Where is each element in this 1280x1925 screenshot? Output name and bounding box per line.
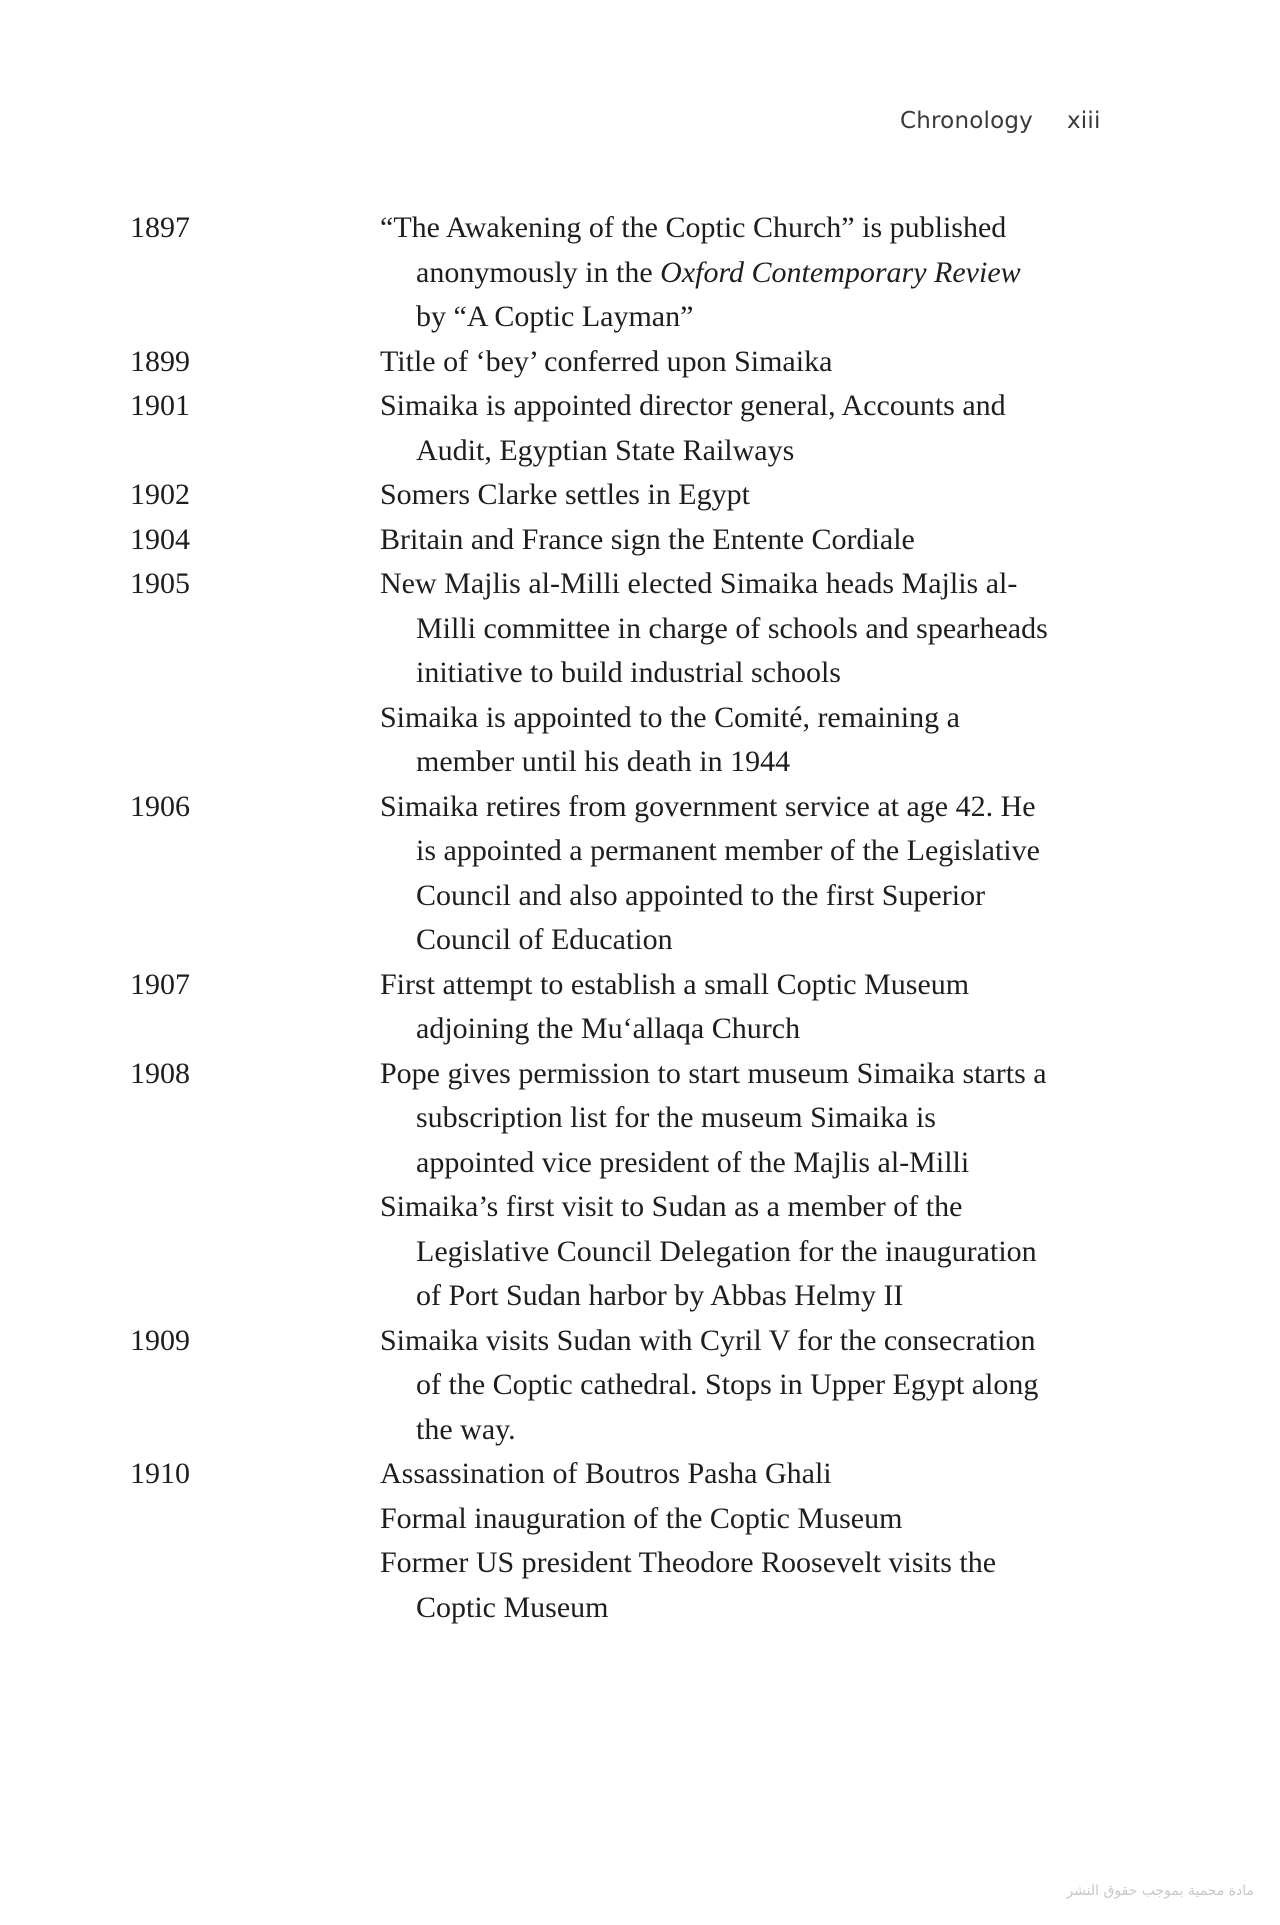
entry-events: [380, 963, 1050, 1052]
chronology-list: [130, 206, 1050, 1630]
event-segment: Simaika is appointed to the Comité, remaining a member until his death in 1944: [380, 700, 960, 778]
italic-title: Oxford Contemporary Review: [660, 255, 1021, 289]
event-text: [380, 1319, 1050, 1453]
entry-year: 1904: [130, 522, 190, 556]
event-segment: Simaika visits Sudan with Cyril V for the consecration of the Coptic cathedral. Stops in Upper Egypt along the way.: [380, 1323, 1039, 1446]
event-text: [380, 562, 1050, 696]
event-text: [380, 1541, 1050, 1630]
chronology-entry: [130, 1319, 1050, 1453]
event-text: [380, 785, 1050, 963]
entry-events: [380, 1319, 1050, 1453]
event-segment: “The Awakening of the Coptic Church” is published anonymously in the: [380, 211, 1007, 289]
running-header: [900, 108, 1101, 134]
entry-events: [380, 1052, 1050, 1319]
entry-events: [380, 785, 1050, 963]
event-text: [380, 518, 1050, 563]
event-segment: Simaika is appointed director general, Accounts and Audit, Egyptian State Railways: [380, 389, 1006, 467]
entry-year: 1901: [130, 389, 190, 422]
chronology-entry: [130, 562, 1050, 785]
chronology-entry: [130, 1452, 1050, 1630]
event-text: [380, 696, 1050, 785]
event-segment: Title of ‘bey’ conferred upon Simaika: [380, 344, 833, 378]
event-text: [380, 206, 1050, 340]
event-segment: Somers Clarke settles in Egypt: [380, 478, 750, 511]
entry-year: 1897: [130, 211, 190, 244]
event-segment: Simaika’s first visit to Sudan as a member of the Legislative Council Delegation for the inauguration of Port Sudan harbor by Abbas Helmy II: [380, 1190, 1037, 1312]
entry-year: 1906: [130, 789, 190, 823]
event-text: [380, 340, 1050, 385]
entry-events: [380, 473, 1050, 518]
entry-year: 1899: [130, 344, 190, 378]
page-number: xiii: [1066, 108, 1101, 134]
event-segment: by “A Coptic Layman”: [416, 300, 694, 333]
chronology-entry: [130, 963, 1050, 1052]
event-text: [380, 963, 1050, 1052]
chronology-entry: [130, 206, 1050, 340]
chronology-entry: [130, 384, 1050, 473]
section-title: Chronology: [900, 108, 1033, 134]
copyright-watermark: مادة محمية بموجب حقوق النشر: [1066, 1883, 1254, 1899]
event-segment: Pope gives permission to start museum Simaika starts a subscription list for the museum Simaika is appointed vice president of the Majlis al-Milli: [380, 1056, 1047, 1179]
entry-year: 1907: [130, 967, 190, 1001]
event-text: [380, 384, 1050, 473]
entry-events: [380, 340, 1050, 385]
event-segment: Former US president Theodore Roosevelt visits the Coptic Museum: [380, 1546, 997, 1624]
entry-year: 1902: [130, 478, 190, 511]
entry-year: 1909: [130, 1323, 190, 1357]
entry-events: [380, 518, 1050, 563]
entry-events: [380, 384, 1050, 473]
chronology-entry: [130, 340, 1050, 385]
entry-events: [380, 562, 1050, 785]
event-segment: Assassination of Boutros Pasha Ghali: [380, 1457, 832, 1490]
event-text: [380, 473, 1050, 518]
event-text: [380, 1185, 1050, 1319]
event-segment: Formal inauguration of the Coptic Museum: [380, 1501, 903, 1535]
entry-events: [380, 206, 1050, 340]
chronology-entry: [130, 518, 1050, 563]
event-text: [380, 1052, 1050, 1186]
chronology-entry: [130, 473, 1050, 518]
entry-year: 1910: [130, 1457, 190, 1490]
entry-events: [380, 1452, 1050, 1630]
event-segment: Britain and France sign the Entente Cordiale: [380, 522, 915, 556]
entry-year: 1905: [130, 567, 190, 600]
event-segment: Simaika retires from government service at age 42. He is appointed a permanent member of the Legislative Council and also appointed to the first Superior Council of Education: [380, 789, 1040, 956]
event-segment: First attempt to establish a small Coptic Museum adjoining the Mu‘allaqa Church: [380, 967, 970, 1045]
event-segment: New Majlis al-Milli elected Simaika heads Majlis al-Milli committee in charge of schools and spearheads initiative to build industrial schools: [380, 567, 1048, 689]
entry-year: 1908: [130, 1056, 190, 1090]
event-text: [380, 1497, 1050, 1542]
chronology-entry: [130, 1052, 1050, 1319]
chronology-entry: [130, 785, 1050, 963]
event-text: [380, 1452, 1050, 1497]
